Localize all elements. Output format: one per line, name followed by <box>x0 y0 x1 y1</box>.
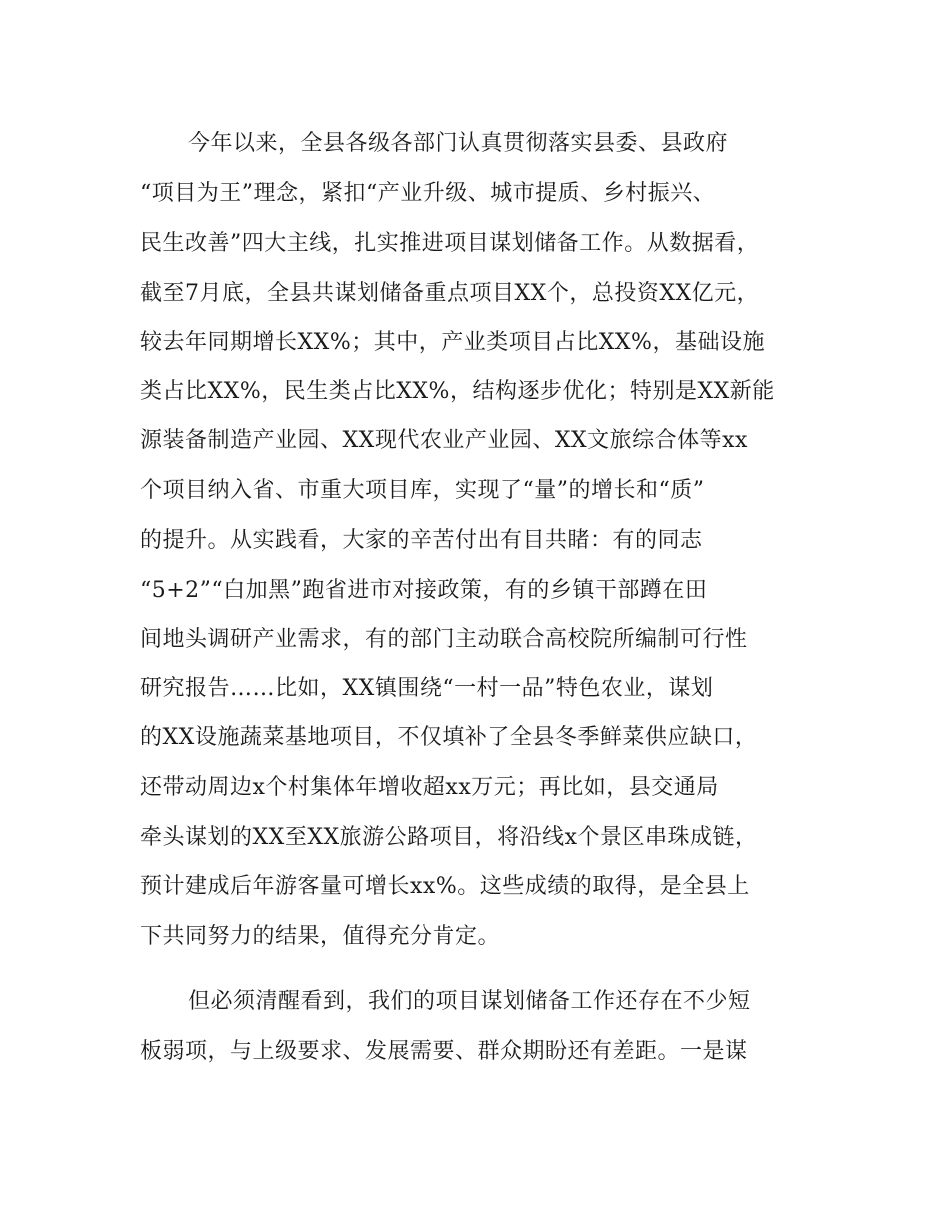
paragraph-1-line-2: “项目为王”理念，紧扣“产业升级、城市提质、乡村振兴、 <box>140 181 716 206</box>
paragraph-1-line-16: 预计建成后年游客量可增长xx%。这些成绩的取得，是全县上 <box>140 874 750 899</box>
paragraph-1-line-17: 下共同努力的结果，值得充分肯定。 <box>140 924 501 949</box>
paragraph-2-line-2: 板弱项，与上级要求、发展需要、群众期盼还有差距。一是谋 <box>140 1039 748 1064</box>
paragraph-2-line-1: 但必须清醒看到，我们的项目谋划储备工作还存在不少短 <box>188 989 751 1014</box>
paragraph-1-line-3: 民生改善”四大主线，扎实推进项目谋划储备工作。从数据看， <box>140 231 760 256</box>
paragraph-1-line-12: 研究报告……比如，XX镇围绕“一村一品”特色农业，谋划 <box>140 676 714 701</box>
paragraph-1-line-13: 的XX设施蔬菜基地项目，不仅填补了全县冬季鲜菜供应缺口， <box>140 725 758 750</box>
paragraph-1-line-9: 的提升。从实践看，大家的辛苦付出有目共睹：有的同志 <box>140 528 703 553</box>
paragraph-1-line-15: 牵头谋划的XX至XX旅游公路项目，将沿线x个景区串珠成链， <box>140 825 758 850</box>
paragraph-1-line-7: 源装备制造产业园、XX现代农业产业园、XX文旅综合体等xx <box>140 428 748 453</box>
paragraph-1-line-14: 还带动周边x个村集体年增收超xx万元；再比如，县交通局 <box>140 775 719 800</box>
paragraph-1-line-10: “5+2”“白加黑”跑省进市对接政策，有的乡镇干部蹲在田 <box>140 578 708 603</box>
paragraph-1-line-1: 今年以来，全县各级各部门认真贯彻落实县委、县政府 <box>188 131 729 156</box>
paragraph-1-line-5: 较去年同期增长XX%；其中，产业类项目占比XX%，基础设施 <box>140 330 765 355</box>
paragraph-1-line-4: 截至7月底，全县共谋划储备重点项目XX个，总投资XX亿元， <box>140 281 760 306</box>
paragraph-1-line-8: 个项目纳入省、市重大项目库，实现了“量”的增长和“质” <box>140 478 705 503</box>
paragraph-1-line-11: 间地头调研产业需求，有的部门主动联合高校院所编制可行性 <box>140 627 748 652</box>
paragraph-1-line-6: 类占比XX%，民生类占比XX%，结构逐步优化；特别是XX新能 <box>140 379 775 404</box>
